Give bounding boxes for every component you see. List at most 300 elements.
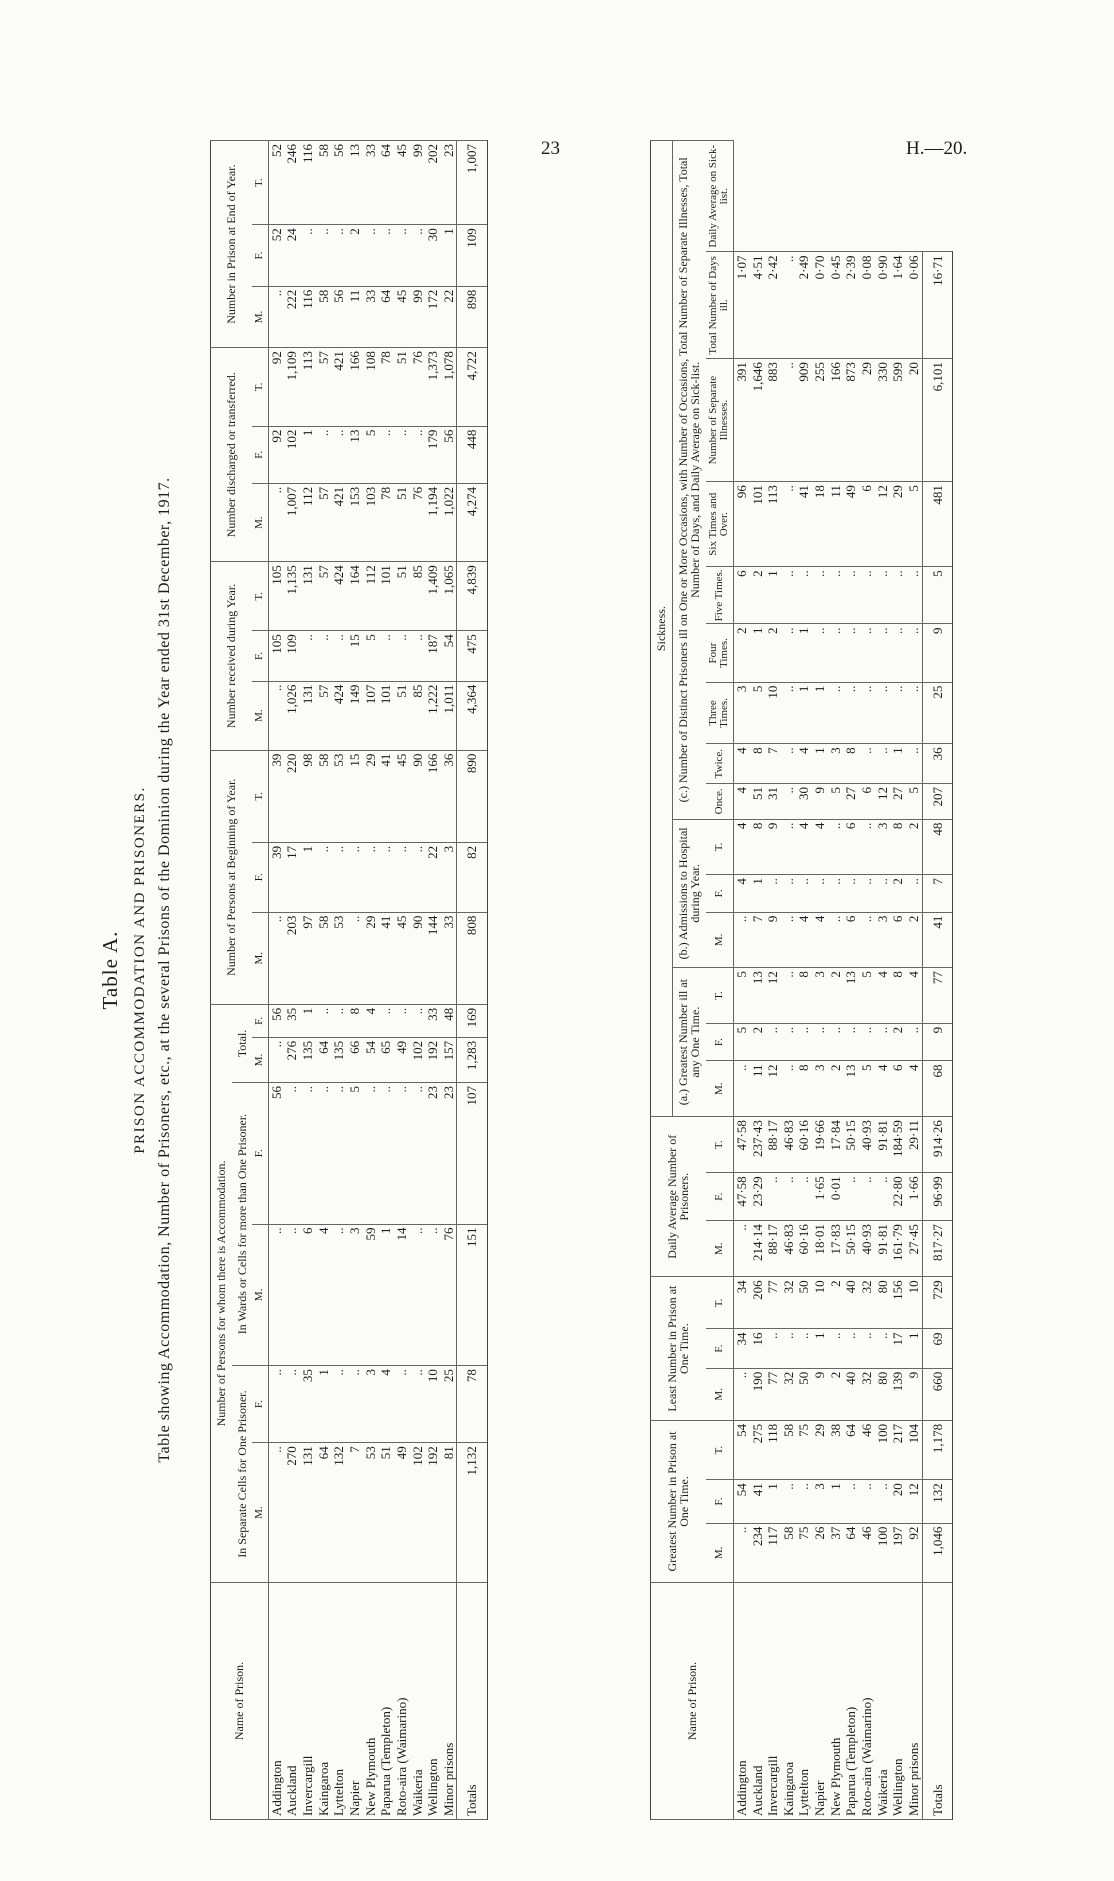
cell-value: .. xyxy=(828,682,844,744)
cell-value: .. xyxy=(284,1224,300,1366)
cell-value: 5 xyxy=(906,482,922,567)
cell-value: 12 xyxy=(906,1480,922,1523)
cell-value: 40·93 xyxy=(859,1221,875,1277)
cell-value: 5 xyxy=(750,682,766,744)
cell-value: 50·15 xyxy=(843,1117,859,1173)
cell-value: .. xyxy=(859,912,875,968)
cell-value: .. xyxy=(781,875,797,912)
cell-value: 33 xyxy=(425,1004,441,1037)
cell-value: .. xyxy=(875,624,891,682)
cell-value: 57 xyxy=(316,348,332,426)
totals-row xyxy=(922,141,953,1820)
h-m: M. xyxy=(252,483,268,561)
cell-value: .. xyxy=(859,1173,875,1221)
total-value: 475 xyxy=(457,631,488,681)
prison-name: New Plymouth xyxy=(828,1583,844,1820)
cell-value: 1 xyxy=(750,624,766,682)
cell-value: 1 xyxy=(765,567,781,624)
cell-value: .. xyxy=(828,567,844,624)
cell-value: 192 xyxy=(425,1443,441,1583)
cell-value: 99 xyxy=(410,286,426,347)
cell-value: .. xyxy=(828,912,844,968)
cell-value: 22 xyxy=(425,842,441,912)
cell-value: .. xyxy=(843,624,859,682)
cell-value: 91·81 xyxy=(875,1221,891,1277)
cell-value: 20 xyxy=(906,359,922,482)
document-reference: H.—20. xyxy=(906,138,968,159)
cell-value: .. xyxy=(843,1329,859,1368)
h-m: M. xyxy=(252,912,268,1004)
cell-value: 100 xyxy=(875,1420,891,1479)
cell-value: 1·66 xyxy=(906,1173,922,1221)
cell-value: 4 xyxy=(796,744,812,784)
cell-value: 77 xyxy=(765,1368,781,1420)
cell-value: 4 xyxy=(363,1004,379,1037)
cell-value: 10 xyxy=(765,682,781,744)
total-value: 1,283 xyxy=(457,1037,488,1082)
cell-value: 2 xyxy=(828,1277,844,1329)
table-row xyxy=(425,141,441,1820)
h-f: F. xyxy=(706,1480,734,1523)
prison-name: Roto-aira (Waimarino) xyxy=(394,1583,410,1820)
cell-value: 5 xyxy=(733,968,749,1024)
h-m: M. xyxy=(252,1037,268,1082)
cell-value: 8 xyxy=(890,968,906,1024)
cell-value: 5 xyxy=(363,426,379,483)
cell-value: 39 xyxy=(268,750,284,842)
prison-name: Kaingaroa xyxy=(781,1583,797,1820)
cell-value: 54 xyxy=(733,1420,749,1479)
total-value: 36 xyxy=(922,744,953,784)
cell-value: 1,078 xyxy=(441,348,457,426)
cell-value: 2 xyxy=(347,225,363,286)
cell-value: 8 xyxy=(796,1061,812,1117)
cell-value: 2·42 xyxy=(765,252,781,359)
cell-value: 3 xyxy=(812,1480,828,1523)
cell-value: 4 xyxy=(796,819,812,875)
cell-value: 1 xyxy=(765,1480,781,1523)
cell-value: .. xyxy=(812,567,828,624)
cell-value: .. xyxy=(331,426,347,483)
cell-value: 1,646 xyxy=(750,359,766,482)
h-f: F. xyxy=(252,225,268,286)
prison-name: Paparua (Templeton) xyxy=(843,1583,859,1820)
table-row xyxy=(331,141,347,1820)
cell-value: 56 xyxy=(331,141,347,225)
cell-value: 50·15 xyxy=(843,1221,859,1277)
cell-value: .. xyxy=(781,968,797,1024)
cell-value: .. xyxy=(268,1037,284,1082)
h-t: T. xyxy=(252,141,268,225)
cell-value: 101 xyxy=(378,562,394,631)
cell-value: 2 xyxy=(828,968,844,1024)
cell-value: .. xyxy=(268,483,284,561)
table-row xyxy=(284,141,300,1820)
cell-value: .. xyxy=(796,1023,812,1061)
cell-value: .. xyxy=(875,1480,891,1523)
cell-value: 135 xyxy=(300,1037,316,1082)
cell-value: 166 xyxy=(425,750,441,842)
cell-value: 2 xyxy=(906,819,922,875)
h-m: M. xyxy=(706,1523,734,1582)
cell-value: 192 xyxy=(425,1037,441,1082)
cell-value: 6 xyxy=(300,1224,316,1366)
cell-value: 48 xyxy=(441,1004,457,1037)
cell-value: 1,022 xyxy=(441,483,457,561)
h-five: Five Times. xyxy=(706,567,734,624)
cell-value: 40 xyxy=(843,1277,859,1329)
cell-value: 58 xyxy=(316,286,332,347)
total-value: 1,178 xyxy=(922,1420,953,1479)
cell-value: 2 xyxy=(906,912,922,968)
cell-value: 39 xyxy=(268,842,284,912)
cell-value: .. xyxy=(300,631,316,681)
cell-value: 58 xyxy=(316,750,332,842)
cell-value: .. xyxy=(875,744,891,784)
cell-value: 237·43 xyxy=(750,1117,766,1173)
cell-value: .. xyxy=(733,1368,749,1420)
table-row xyxy=(300,141,316,1820)
cell-value: 81 xyxy=(441,1443,457,1583)
prison-name: Auckland xyxy=(750,1583,766,1820)
total-value: 9 xyxy=(922,1023,953,1061)
cell-value: 29 xyxy=(363,750,379,842)
total-value: 914·26 xyxy=(922,1117,953,1173)
cell-value: 56 xyxy=(268,1004,284,1037)
cell-value: 4 xyxy=(906,968,922,1024)
cell-value: 112 xyxy=(300,483,316,561)
cell-value: 187 xyxy=(425,631,441,681)
cell-value: 1 xyxy=(300,842,316,912)
h-m: M. xyxy=(252,286,268,347)
cell-value: 52 xyxy=(268,141,284,225)
col-name-2: Name of Prison. xyxy=(651,1583,734,1820)
cell-value: .. xyxy=(796,567,812,624)
cell-value: 45 xyxy=(394,286,410,347)
cell-value: 1 xyxy=(890,744,906,784)
sub-header-row xyxy=(706,141,734,1820)
cell-value: 56 xyxy=(441,426,457,483)
cell-value: 275 xyxy=(750,1420,766,1479)
cell-value: 54 xyxy=(733,1480,749,1523)
total-value: 151 xyxy=(457,1224,488,1366)
cell-value: 109 xyxy=(284,631,300,681)
cell-value: 52 xyxy=(268,225,284,286)
accommodation-body xyxy=(268,141,487,1820)
cell-value: 161·79 xyxy=(890,1221,906,1277)
cell-value: 51 xyxy=(394,562,410,631)
prison-name: Roto-aira (Waimarino) xyxy=(859,1583,875,1820)
cell-value: 105 xyxy=(268,562,284,631)
cell-value: 156 xyxy=(890,1277,906,1329)
cell-value: 391 xyxy=(733,359,749,482)
cell-value: 19·66 xyxy=(812,1117,828,1173)
cell-value: 1 xyxy=(441,225,457,286)
cell-value: 50 xyxy=(796,1277,812,1329)
cell-value: 190 xyxy=(750,1368,766,1420)
cell-value: 113 xyxy=(765,482,781,567)
h-six: Six Times and Over. xyxy=(706,482,734,567)
cell-value: 1 xyxy=(300,1004,316,1037)
cell-value: .. xyxy=(268,286,284,347)
cell-value: 873 xyxy=(843,359,859,482)
total-value: 5 xyxy=(922,567,953,624)
cell-value: 13 xyxy=(347,426,363,483)
cell-value: .. xyxy=(394,842,410,912)
cell-value: .. xyxy=(906,567,922,624)
cell-value: 49 xyxy=(843,482,859,567)
table-row xyxy=(843,141,859,1820)
prison-name: Addington xyxy=(268,1583,284,1820)
cell-value: 92 xyxy=(268,348,284,426)
cell-value: 9 xyxy=(812,1368,828,1420)
cell-value: 113 xyxy=(300,348,316,426)
total-value: 4,839 xyxy=(457,562,488,631)
cell-value: 38 xyxy=(828,1420,844,1479)
cell-value: 1,409 xyxy=(425,562,441,631)
h-f: F. xyxy=(252,1004,268,1037)
cell-value: 23 xyxy=(441,1083,457,1225)
cell-value: .. xyxy=(812,1023,828,1061)
cell-value: .. xyxy=(410,1083,426,1225)
prison-name: Napier xyxy=(347,1583,363,1820)
cell-value: 5 xyxy=(347,1083,363,1225)
cell-value: 17 xyxy=(890,1329,906,1368)
population-sickness-table xyxy=(650,140,953,1820)
cell-value: 58 xyxy=(316,141,332,225)
cell-value: 131 xyxy=(300,1443,316,1583)
population-body xyxy=(733,141,952,1820)
h-avg: Daily Average on Sick-list. xyxy=(706,141,734,253)
cell-value: .. xyxy=(875,567,891,624)
cell-value: .. xyxy=(906,744,922,784)
cell-value: .. xyxy=(781,359,797,482)
cell-value: 2 xyxy=(890,1023,906,1061)
cell-value: 2 xyxy=(733,624,749,682)
cell-value: 11 xyxy=(347,286,363,347)
h-m: M. xyxy=(706,1061,734,1117)
cell-value: .. xyxy=(906,1023,922,1061)
cell-value: 45 xyxy=(394,141,410,225)
cell-value: 179 xyxy=(425,426,441,483)
total-value: 890 xyxy=(457,750,488,842)
cell-value: 13 xyxy=(843,968,859,1024)
prison-name: Wellington xyxy=(890,1583,906,1820)
cell-value: 6 xyxy=(733,567,749,624)
cell-value: .. xyxy=(781,482,797,567)
h-four: Four Times. xyxy=(706,624,734,682)
cell-value: 51 xyxy=(394,348,410,426)
cell-value: 10 xyxy=(812,1277,828,1329)
cell-value: 421 xyxy=(331,483,347,561)
cell-value: .. xyxy=(733,1221,749,1277)
cell-value: .. xyxy=(859,682,875,744)
cell-value: .. xyxy=(394,1083,410,1225)
cell-value: 1 xyxy=(796,682,812,744)
cell-value: 1 xyxy=(300,426,316,483)
h-separate: Number of Separate Illnesses. xyxy=(706,359,734,482)
cell-value: .. xyxy=(300,225,316,286)
cell-value: .. xyxy=(843,875,859,912)
cell-value: 5 xyxy=(906,784,922,820)
cell-value: .. xyxy=(316,631,332,681)
cell-value: 8 xyxy=(750,819,766,875)
cell-value: 0·06 xyxy=(906,252,922,359)
cell-value: 90 xyxy=(410,912,426,1004)
h-f: F. xyxy=(706,1173,734,1221)
table-row xyxy=(796,141,812,1820)
cell-value: 1,135 xyxy=(284,562,300,631)
cell-value: 0·08 xyxy=(859,252,875,359)
table-row xyxy=(268,141,284,1820)
cell-value: 2·49 xyxy=(796,252,812,359)
cell-value: 2 xyxy=(750,567,766,624)
cell-value: 13 xyxy=(750,968,766,1024)
table-row xyxy=(859,141,875,1820)
cell-value: 32 xyxy=(781,1277,797,1329)
cell-value: 1,026 xyxy=(284,681,300,750)
cell-value: 58 xyxy=(316,912,332,1004)
prison-name: Invercargill xyxy=(765,1583,781,1820)
h-t: T. xyxy=(706,968,734,1024)
cell-value: 51 xyxy=(750,784,766,820)
total-value: 169 xyxy=(457,1004,488,1037)
cell-value: 8 xyxy=(347,1004,363,1037)
h-m: M. xyxy=(706,1368,734,1420)
h-twice: Twice. xyxy=(706,744,734,784)
cell-value: 88·17 xyxy=(765,1221,781,1277)
cell-value: .. xyxy=(316,426,332,483)
cell-value: 30 xyxy=(425,225,441,286)
cell-value: 105 xyxy=(268,631,284,681)
cell-value: 10 xyxy=(906,1277,922,1329)
h-f: F. xyxy=(706,875,734,912)
cell-value: 26 xyxy=(812,1523,828,1582)
cell-value: .. xyxy=(765,1023,781,1061)
cell-value: 4 xyxy=(796,912,812,968)
cell-value: 330 xyxy=(875,359,891,482)
total-value: 107 xyxy=(457,1083,488,1225)
cell-value: .. xyxy=(781,1173,797,1221)
cell-value: .. xyxy=(410,1366,426,1443)
cell-value: 16 xyxy=(750,1329,766,1368)
cell-value: 4 xyxy=(378,1366,394,1443)
total-value: 1,046 xyxy=(922,1523,953,1582)
cell-value: 10 xyxy=(425,1366,441,1443)
cell-value: 1·64 xyxy=(890,252,906,359)
cell-value: 883 xyxy=(765,359,781,482)
cell-value: 1 xyxy=(750,875,766,912)
total-value: 817·27 xyxy=(922,1221,953,1277)
col-ill: (a.) Greatest Number ill at any One Time. xyxy=(672,968,706,1117)
cell-value: .. xyxy=(268,1443,284,1583)
cell-value: 1 xyxy=(378,1224,394,1366)
cell-value: 131 xyxy=(300,681,316,750)
prison-name: Invercargill xyxy=(300,1583,316,1820)
cell-value: 909 xyxy=(796,359,812,482)
cell-value: .. xyxy=(268,912,284,1004)
cell-value: 49 xyxy=(394,1443,410,1583)
rotated-sheet xyxy=(90,120,990,1820)
cell-value: 102 xyxy=(410,1443,426,1583)
cell-value: 47·58 xyxy=(733,1173,749,1221)
cell-value: .. xyxy=(781,567,797,624)
total-value: 7 xyxy=(922,875,953,912)
cell-value: 29·11 xyxy=(906,1117,922,1173)
prison-name: Addington xyxy=(733,1583,749,1820)
cell-value: .. xyxy=(410,1224,426,1366)
cell-value: 66 xyxy=(347,1037,363,1082)
cell-value: 80 xyxy=(875,1368,891,1420)
cell-value: 92 xyxy=(268,426,284,483)
cell-value: 54 xyxy=(363,1037,379,1082)
cell-value: 157 xyxy=(441,1037,457,1082)
cell-value: 1,007 xyxy=(284,483,300,561)
cell-value: .. xyxy=(781,252,797,359)
table-row xyxy=(765,141,781,1820)
cell-value: 1,065 xyxy=(441,562,457,631)
cell-value: 59 xyxy=(363,1224,379,1366)
cell-value: 117 xyxy=(765,1523,781,1582)
cell-value: .. xyxy=(781,1023,797,1061)
cell-value: 1 xyxy=(812,744,828,784)
table-row xyxy=(363,141,379,1820)
cell-value: 104 xyxy=(906,1420,922,1479)
cell-value: .. xyxy=(859,875,875,912)
cell-value: 2 xyxy=(828,1368,844,1420)
cell-value: .. xyxy=(331,1366,347,1443)
cell-value: .. xyxy=(828,1023,844,1061)
cell-value: 45 xyxy=(394,750,410,842)
cell-value: 33 xyxy=(363,141,379,225)
cell-value: .. xyxy=(859,1480,875,1523)
totals-label: Totals xyxy=(457,1583,488,1820)
cell-value: 57 xyxy=(316,681,332,750)
cell-value: 132 xyxy=(331,1443,347,1583)
cell-value: 56 xyxy=(268,1083,284,1225)
cell-value: .. xyxy=(859,1023,875,1061)
table-row xyxy=(441,141,457,1820)
cell-value: 3 xyxy=(347,1224,363,1366)
prison-name: Paparua (Templeton) xyxy=(378,1583,394,1820)
cell-value: .. xyxy=(890,624,906,682)
cell-value: 96 xyxy=(733,482,749,567)
accommodation-table xyxy=(210,140,488,1820)
cell-value: .. xyxy=(331,225,347,286)
cell-value: .. xyxy=(843,682,859,744)
h-t: T. xyxy=(252,750,268,842)
cell-value: 85 xyxy=(410,681,426,750)
cell-value: 246 xyxy=(284,141,300,225)
cell-value: .. xyxy=(363,1083,379,1225)
cell-value: .. xyxy=(394,1366,410,1443)
col-distinct: (c.) Number of Distinct Prisoners ill on One or More Occasions, with Number of Occasions, Total Number of Separate Illnesses, Total Number of Days, and Daily Average on Sick-list. xyxy=(672,141,706,820)
cell-value: 36 xyxy=(441,750,457,842)
prison-name: New Plymouth xyxy=(363,1583,379,1820)
cell-value: 4 xyxy=(733,784,749,820)
h-t: T. xyxy=(706,1117,734,1173)
h-m: M. xyxy=(252,1224,268,1366)
cell-value: 4·51 xyxy=(750,252,766,359)
h-t: T. xyxy=(252,348,268,426)
cell-value: 23 xyxy=(425,1083,441,1225)
cell-value: 4 xyxy=(316,1224,332,1366)
cell-value: .. xyxy=(733,1523,749,1582)
cell-value: 51 xyxy=(378,1443,394,1583)
cell-value: 599 xyxy=(890,359,906,482)
table-row xyxy=(347,141,363,1820)
cell-value: 32 xyxy=(859,1277,875,1329)
